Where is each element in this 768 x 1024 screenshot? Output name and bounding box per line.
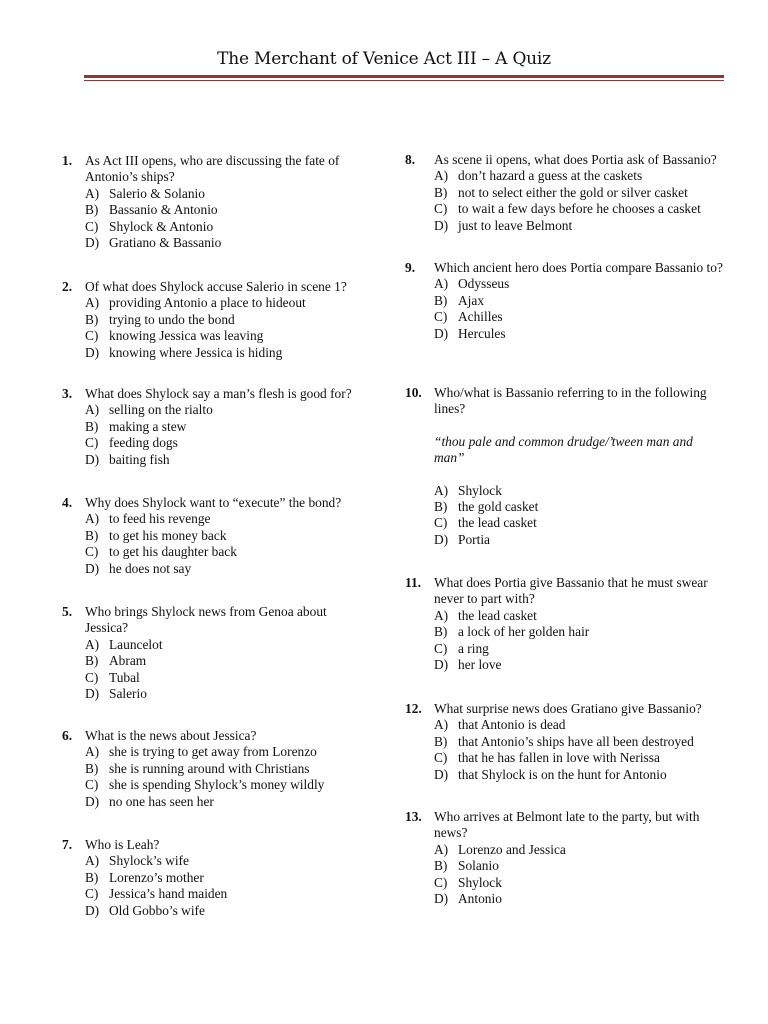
answer-option — [434, 608, 735, 624]
option-text: that Shylock is on the hunt for Antonio — [458, 766, 667, 782]
option-text: Bassanio & Antonio — [109, 202, 218, 218]
question-text: Why does Shylock want to “execute” the bond? — [85, 495, 342, 510]
option-letter: D) — [85, 793, 100, 809]
quiz-question — [405, 701, 735, 783]
option-text: feeding dogs — [109, 435, 178, 451]
option-text: her love — [458, 657, 502, 673]
option-letter: C) — [434, 309, 448, 325]
answer-option — [434, 717, 735, 733]
option-letter: B) — [434, 733, 448, 749]
question-number: 13. — [405, 809, 422, 824]
option-letter: D) — [434, 891, 449, 907]
question-number: 2. — [62, 279, 73, 294]
option-letter: B) — [434, 499, 448, 515]
quiz-question — [405, 260, 735, 342]
option-text: to feed his revenge — [109, 511, 211, 527]
option-text: the lead casket — [458, 607, 537, 623]
question-text: As scene ii opens, what does Portia ask of Bassanio? — [434, 152, 717, 167]
answer-option — [434, 641, 735, 657]
answer-option — [434, 276, 735, 292]
question-text: As Act III opens, who are discussing the fate of Antonio’s ships? — [85, 153, 340, 185]
question-number: 4. — [62, 495, 73, 510]
answer-option — [434, 734, 735, 750]
option-letter: D) — [85, 344, 100, 360]
title-rule-thin — [84, 80, 724, 81]
option-letter: A) — [85, 295, 100, 311]
answer-option — [85, 202, 372, 218]
quiz-question — [62, 837, 372, 919]
quiz-question — [405, 152, 735, 234]
answer-option — [434, 326, 735, 342]
question-number: 5. — [62, 604, 73, 619]
answer-option — [434, 483, 735, 499]
answer-option — [434, 624, 735, 640]
option-letter: D) — [434, 766, 449, 782]
option-letter: A) — [85, 511, 100, 527]
option-letter: A) — [434, 482, 449, 498]
answer-options — [434, 483, 735, 549]
answer-option — [85, 870, 372, 886]
option-text: that he has fallen in love with Nerissa — [458, 750, 660, 766]
option-letter: D) — [85, 560, 100, 576]
question-number: 8. — [405, 152, 416, 167]
option-letter: B) — [85, 202, 99, 218]
option-text: Odysseus — [458, 276, 510, 292]
option-text: just to leave Belmont — [458, 217, 573, 233]
answer-option — [85, 561, 372, 577]
option-letter: B) — [434, 624, 448, 640]
option-text: she is running around with Christians — [109, 760, 310, 776]
answer-options — [85, 511, 372, 577]
option-letter: D) — [434, 325, 449, 341]
title-rule-thick — [84, 75, 724, 78]
option-letter: D) — [434, 531, 449, 547]
option-letter: C) — [85, 777, 99, 793]
answer-option — [434, 309, 735, 325]
answer-options — [85, 186, 372, 252]
option-letter: B) — [85, 418, 99, 434]
option-letter: B) — [434, 292, 448, 308]
question-number: 3. — [62, 386, 73, 401]
answer-options — [85, 637, 372, 703]
option-text: providing Antonio a place to hideout — [109, 295, 306, 311]
question-number: 7. — [62, 837, 73, 852]
option-letter: A) — [434, 168, 449, 184]
option-text: Lorenzo and Jessica — [458, 841, 566, 857]
answer-option — [434, 842, 735, 858]
question-row — [405, 701, 735, 717]
option-text: making a stew — [109, 418, 187, 434]
option-text: Salerio — [109, 686, 147, 702]
answer-option — [434, 657, 735, 673]
page-title: The Merchant of Venice Act III – A Quiz — [217, 49, 551, 69]
answer-option — [434, 891, 735, 907]
quiz-question — [62, 728, 372, 810]
answer-option — [85, 328, 372, 344]
option-letter: C) — [434, 750, 448, 766]
answer-options — [434, 168, 735, 234]
question-row — [405, 260, 735, 276]
answer-option — [434, 499, 735, 515]
answer-option — [85, 903, 372, 919]
question-number: 10. — [405, 385, 422, 400]
option-text: to get his daughter back — [109, 544, 237, 560]
answer-option — [85, 435, 372, 451]
option-letter: B) — [85, 760, 99, 776]
answer-option — [85, 670, 372, 686]
question-row — [62, 153, 372, 186]
question-number: 9. — [405, 260, 416, 275]
answer-options — [434, 608, 735, 674]
question-text: Which ancient hero does Portia compare Bassanio to? — [434, 260, 723, 275]
option-text: a ring — [458, 640, 489, 656]
question-number: 11. — [405, 575, 421, 590]
question-text: Who arrives at Belmont late to the party, but with news? — [434, 809, 700, 841]
answer-option — [85, 886, 372, 902]
option-text: the lead casket — [458, 515, 537, 531]
answer-option — [434, 875, 735, 891]
question-row — [62, 279, 372, 295]
question-row — [62, 386, 372, 402]
option-letter: D) — [85, 451, 100, 467]
option-letter: A) — [434, 841, 449, 857]
answer-option — [434, 218, 735, 234]
option-letter: A) — [85, 744, 100, 760]
option-text: Achilles — [458, 309, 503, 325]
option-text: baiting fish — [109, 451, 170, 467]
answer-option — [434, 858, 735, 874]
answer-option — [85, 235, 372, 251]
answer-option — [85, 219, 372, 235]
quiz-question — [62, 495, 372, 577]
option-text: Jessica’s hand maiden — [109, 886, 228, 902]
answer-option — [85, 295, 372, 311]
option-letter: C) — [434, 640, 448, 656]
question-row — [405, 809, 735, 842]
quiz-question — [62, 153, 372, 251]
option-letter: C) — [85, 328, 99, 344]
question-number: 6. — [62, 728, 73, 743]
option-letter: A) — [85, 402, 100, 418]
option-letter: C) — [434, 201, 448, 217]
option-letter: B) — [85, 869, 99, 885]
option-text: the gold casket — [458, 499, 539, 515]
answer-option — [434, 767, 735, 783]
option-text: Shylock — [458, 482, 502, 498]
question-row — [405, 152, 735, 168]
answer-option — [85, 777, 372, 793]
option-text: Abram — [109, 653, 147, 669]
answer-options — [85, 295, 372, 361]
option-letter: D) — [434, 217, 449, 233]
option-text: he does not say — [109, 560, 192, 576]
quiz-question — [405, 809, 735, 907]
question-text: Who/what is Bassanio referring to in the following lines? — [434, 385, 707, 417]
question-number: 12. — [405, 701, 422, 716]
option-letter: C) — [434, 515, 448, 531]
answer-option — [85, 186, 372, 202]
option-text: Gratiano & Bassanio — [109, 235, 222, 251]
option-text: Launcelot — [109, 636, 163, 652]
option-letter: A) — [434, 607, 449, 623]
option-text: knowing where Jessica is hiding — [109, 344, 283, 360]
answer-options — [85, 744, 372, 810]
quiz-question — [62, 604, 372, 702]
answer-option — [85, 402, 372, 418]
option-text: Old Gobbo’s wife — [109, 902, 205, 918]
option-text: Solanio — [458, 858, 499, 874]
option-text: knowing Jessica was leaving — [109, 328, 264, 344]
quiz-question — [62, 279, 372, 361]
answer-option — [85, 419, 372, 435]
answer-option — [85, 853, 372, 869]
answer-option — [434, 168, 735, 184]
question-number: 1. — [62, 153, 73, 168]
answer-option — [85, 345, 372, 361]
answer-options — [85, 402, 372, 468]
option-letter: B) — [434, 184, 448, 200]
option-letter: B) — [85, 311, 99, 327]
option-letter: A) — [434, 276, 449, 292]
option-letter: A) — [85, 185, 100, 201]
answer-options — [434, 276, 735, 342]
answer-option — [85, 686, 372, 702]
option-text: Shylock — [458, 874, 502, 890]
option-text: trying to undo the bond — [109, 311, 235, 327]
option-letter: C) — [85, 669, 99, 685]
answer-option — [85, 312, 372, 328]
answer-option — [85, 744, 372, 760]
option-letter: D) — [85, 686, 100, 702]
option-text: no one has seen her — [109, 793, 214, 809]
answer-option — [85, 544, 372, 560]
question-row — [62, 495, 372, 511]
question-text: What does Portia give Bassanio that he must swear never to part with? — [434, 575, 708, 607]
option-letter: A) — [434, 717, 449, 733]
option-text: Antonio — [458, 891, 502, 907]
option-letter: B) — [434, 858, 448, 874]
question-row — [405, 575, 735, 608]
question-text: What surprise news does Gratiano give Bassanio? — [434, 701, 702, 716]
option-text: she is trying to get away from Lorenzo — [109, 744, 317, 760]
question-text: What is the news about Jessica? — [85, 728, 257, 743]
option-letter: D) — [85, 902, 100, 918]
quiz-question — [405, 575, 735, 673]
question-text: What does Shylock say a man’s flesh is good for? — [85, 386, 352, 401]
option-text: Shylock & Antonio — [109, 218, 214, 234]
option-letter: C) — [85, 544, 99, 560]
answer-option — [434, 201, 735, 217]
option-text: a lock of her golden hair — [458, 624, 590, 640]
question-row — [405, 385, 735, 418]
option-letter: C) — [85, 886, 99, 902]
option-text: to wait a few days before he chooses a casket — [458, 201, 701, 217]
answer-options — [434, 717, 735, 783]
answer-options — [434, 842, 735, 908]
option-letter: C) — [434, 874, 448, 890]
question-text: Who is Leah? — [85, 837, 160, 852]
question-row — [62, 604, 372, 637]
answer-option — [85, 528, 372, 544]
answer-option — [434, 532, 735, 548]
answer-option — [434, 750, 735, 766]
option-text: not to select either the gold or silver casket — [458, 184, 688, 200]
option-letter: D) — [434, 657, 449, 673]
answer-option — [434, 293, 735, 309]
option-text: that Antonio is dead — [458, 717, 566, 733]
answer-option — [434, 185, 735, 201]
option-text: Lorenzo’s mother — [109, 869, 204, 885]
option-text: Shylock’s wife — [109, 853, 189, 869]
option-text: selling on the rialto — [109, 402, 213, 418]
option-letter: C) — [85, 218, 99, 234]
option-text: to get his money back — [109, 527, 227, 543]
answer-option — [85, 511, 372, 527]
quiz-question — [62, 386, 372, 468]
answer-option — [85, 637, 372, 653]
question-text: Who brings Shylock news from Genoa about Jessica? — [85, 604, 327, 636]
quiz-question — [405, 385, 735, 548]
option-text: Portia — [458, 531, 490, 547]
question-row — [62, 837, 372, 853]
option-letter: C) — [85, 435, 99, 451]
question-row — [62, 728, 372, 744]
question-text: Of what does Shylock accuse Salerio in scene 1? — [85, 279, 347, 294]
option-letter: B) — [85, 653, 99, 669]
option-text: don’t hazard a guess at the caskets — [458, 168, 643, 184]
option-text: Salerio & Solanio — [109, 185, 205, 201]
answer-options — [85, 853, 372, 919]
answer-option — [434, 515, 735, 531]
answer-option — [85, 761, 372, 777]
answer-option — [85, 794, 372, 810]
option-text: she is spending Shylock’s money wildly — [109, 777, 325, 793]
option-text: Tubal — [109, 669, 140, 685]
option-letter: B) — [85, 527, 99, 543]
option-letter: D) — [85, 235, 100, 251]
option-text: Ajax — [458, 292, 485, 308]
option-text: Hercules — [458, 325, 506, 341]
option-text: that Antonio’s ships have all been destroyed — [458, 733, 694, 749]
option-letter: A) — [85, 636, 100, 652]
answer-option — [85, 653, 372, 669]
option-letter: A) — [85, 853, 100, 869]
quoted-lines: “thou pale and common drudge/’tween man and man” — [434, 433, 693, 466]
answer-option — [85, 452, 372, 468]
